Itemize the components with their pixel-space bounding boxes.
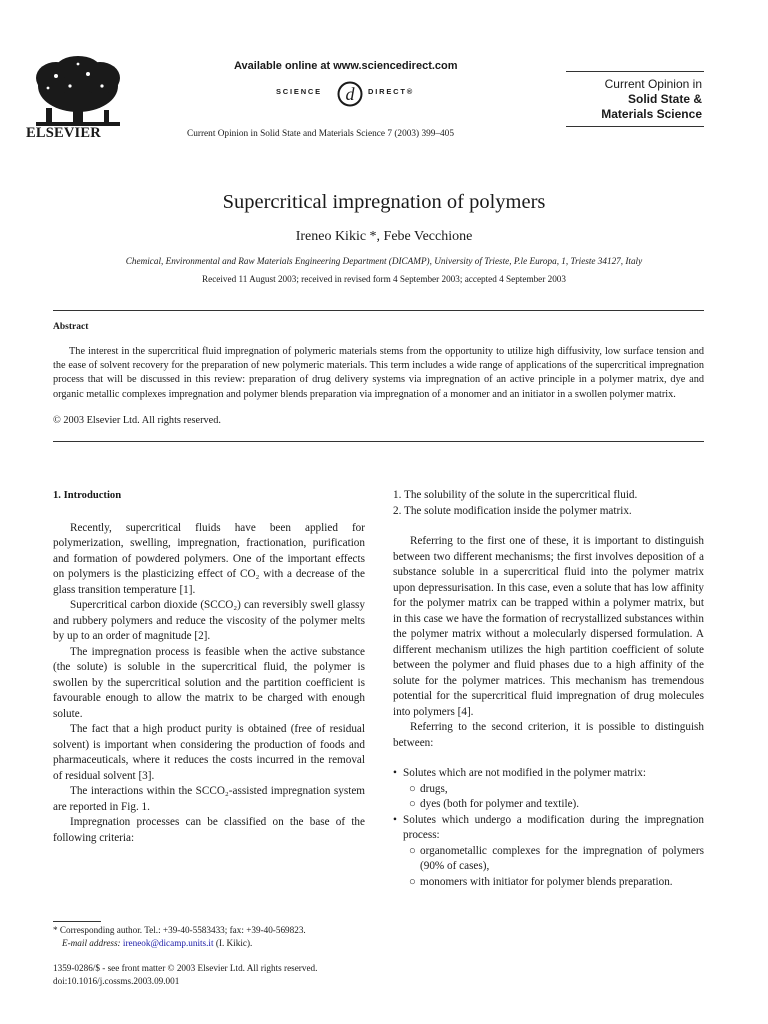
intro-paragraph-6: Impregnation processes can be classified on the base of the following criteria: — [53, 816, 365, 844]
svg-text:d: d — [345, 84, 355, 104]
journal-line-3: Materials Science — [601, 107, 702, 121]
author-affiliation: Chemical, Environmental and Raw Materials Engineering Department (DICAMP), University of Trieste, P.le Europa, 1, Trieste 34127, Italy — [125, 256, 643, 266]
bullet-1-sub-1: drugs, — [420, 782, 448, 795]
journal-title-box — [560, 77, 702, 122]
bullet-2-sub-1: organometallic complexes for the impregnation of polymers (90% of cases), — [420, 844, 704, 872]
bullet-icon: • — [393, 767, 397, 779]
sd-logo-left: SCIENCE — [276, 87, 322, 96]
footnote-corresponding-author: * Corresponding author. Tel.: +39-40-5583433; fax: +39-40-569823. — [53, 925, 306, 935]
circle-bullet-icon: ○ — [409, 875, 416, 888]
issn-footer — [53, 962, 317, 988]
list-item — [393, 844, 704, 875]
right-paragraph-2: Referring to the second criterion, it is possible to distinguish between: — [393, 721, 704, 749]
criteria-item-1: 1. The solubility of the solute in the supercritical fluid. — [393, 489, 638, 501]
list-item — [393, 797, 704, 813]
left-column — [53, 488, 365, 846]
journal-box-bottom-rule — [566, 126, 704, 127]
sciencedirect-logo — [272, 78, 442, 108]
list-item — [393, 875, 704, 891]
journal-citation: Current Opinion in Solid State and Materials Science 7 (2003) 399–405 — [187, 129, 454, 139]
sciencedirect-d-icon — [336, 78, 364, 108]
section-heading-introduction: 1. Introduction — [53, 490, 122, 501]
article-authors: Ireneo Kikic *, Febe Vecchione — [295, 229, 473, 244]
criteria-item-2: 2. The solute modification inside the polymer matrix. — [393, 504, 632, 517]
list-item — [393, 813, 704, 844]
doi-line: doi:10.1016/j.cossms.2003.09.001 — [53, 976, 180, 986]
circle-bullet-icon: ○ — [409, 798, 416, 810]
bullet-icon: • — [393, 813, 397, 826]
email-suffix: (I. Kikic). — [215, 937, 253, 948]
email-label: E-mail address: — [62, 937, 121, 948]
journal-box-top-rule — [566, 71, 704, 72]
sd-logo-right: DIRECT® — [368, 87, 415, 96]
list-item — [393, 782, 704, 798]
abstract-top-rule — [53, 310, 704, 311]
bullet-1-text: Solutes which are not modified in the polymer matrix: — [403, 767, 646, 779]
abstract-text: The interest in the supercritical fluid impregnation of polymeric materials stems from the opportunity to utilize high diffusivity, low surface tension and the ease of solvent recovery for the preparation of new polymeric materials. This term includes a wide range of applications of the supercritical impregnation process that will be discussed in this review: preparation of drug delivery systems via impregnation of an active principle in a polymer matrix, dye and organic metallic complexes impregnation and polymer blends preparation via impregnation of a monomer and an initiator in a swollen polymer matrix. — [53, 346, 704, 400]
right-column — [393, 488, 704, 890]
intro-paragraph-3: The impregnation process is feasible when the active substance (the solute) is soluble in the supercritical fluid, the polymer is swollen by the supercritical solution and the partition coefficient is favourable enough to allow the matrix to be charged with enough solute. — [53, 645, 365, 720]
journal-line-2: Solid State & — [627, 92, 702, 106]
circle-bullet-icon: ○ — [409, 844, 416, 857]
footnote-email-line — [62, 937, 306, 950]
available-online-link[interactable]: Available online at www.sciencedirect.com — [234, 60, 458, 72]
list-item — [393, 766, 704, 782]
abstract-heading: Abstract — [53, 322, 89, 332]
publisher-name: ELSEVIER — [26, 125, 101, 141]
footnote — [53, 924, 306, 949]
issn-line: 1359-0286/$ - see front matter © 2003 Elsevier Ltd. All rights reserved. — [53, 963, 318, 973]
bullet-2-text: Solutes which undergo a modification during the impregnation process: — [403, 813, 704, 841]
journal-line-1: Current Opinion in — [604, 77, 702, 91]
abstract-bottom-rule — [53, 441, 704, 442]
email-link[interactable]: ireneok@dicamp.units.it — [122, 937, 214, 948]
received-dates: Received 11 August 2003; received in revised form 4 September 2003; accepted 4 September 2003 — [202, 274, 566, 284]
intro-paragraph-1: Recently, supercritical fluids have been applied for polymerization, swelling, impregnation, fractionation, purification and formation of powdered polymers. One of the important effects on polymers is the plasticizing effect of CO₂ with a decrease of the glass transition temperature [1]. — [53, 521, 365, 596]
abstract-copyright: © 2003 Elsevier Ltd. All rights reserved. — [53, 415, 221, 426]
intro-paragraph-2: Supercritical carbon dioxide (SCCO₂) can reversibly swell glassy and rubbery polymers and reduce the viscosity of the polymer melts by up to an order of magnitude [2]. — [53, 599, 365, 642]
article-title: Supercritical impregnation of polymers — [222, 191, 546, 213]
intro-paragraph-5: The interactions within the SCCO₂-assisted impregnation system are reported in Fig. 1. — [53, 785, 365, 813]
circle-bullet-icon: ○ — [409, 782, 416, 795]
footnote-rule — [53, 921, 101, 922]
bullet-1-sub-2: dyes (both for polymer and textile). — [420, 798, 580, 810]
intro-paragraph-4: The fact that a high product purity is obtained (free of residual solvent) is important when considering the production of foods and pharmaceuticals, where it reduces the costs incurred in the removal of residual solvent [3]. — [53, 723, 365, 782]
bullet-2-sub-2: monomers with initiator for polymer blends preparation. — [420, 875, 673, 888]
criteria-list — [393, 488, 704, 519]
right-paragraph-1: Referring to the first one of these, it is important to distinguish between two different mechanisms; the first involves deposition of a substance soluble in a supercritical fluid into the polymer matrix upon depressurisation. In this case, even a solute that has low affinity for the polymer matrix can be trapped within a polymer matrix, but in this case we have the formation of recrystallized substances within the polymer matrix without a molecularly dispersed formulation. A different mechanism utilizes the high partition coefficient of solute between the polymer and fluid phases due to a high affinity of the solute for the polymer matrices. This mechanism has tremendous potential for the supercritical fluid impregnation of drug molecules into polymers [4]. — [393, 535, 704, 718]
